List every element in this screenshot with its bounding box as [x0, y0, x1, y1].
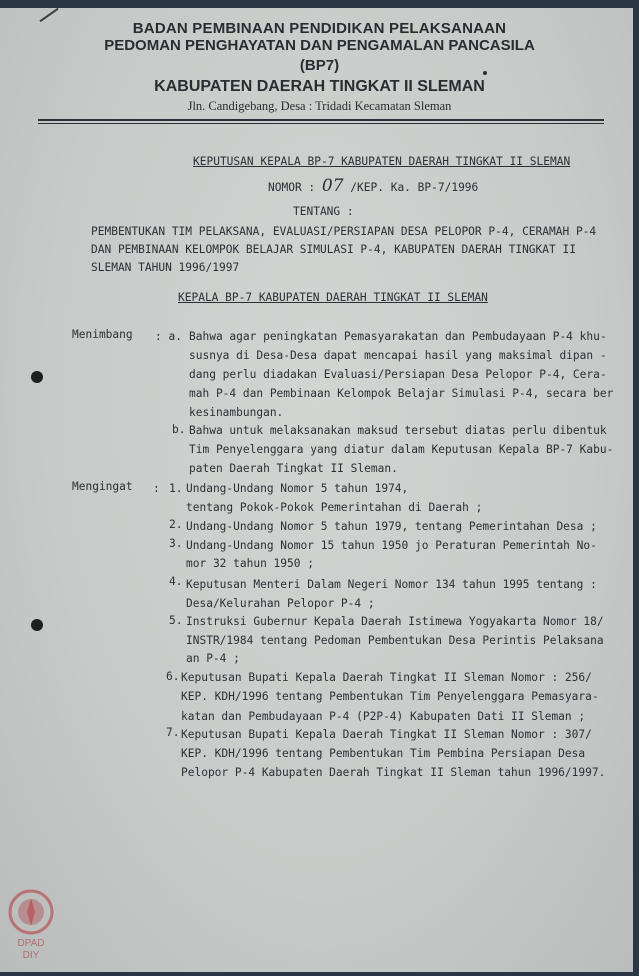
menimbang-a-line: dang perlu diadakan Evaluasi/Persiapan Desa Pelopor P-4, Cera-	[189, 368, 607, 381]
menimbang-a-line: susnya di Desa-Desa dapat mencapai hasil yang maksimal dipan -	[189, 349, 607, 362]
mengingat-line: INSTR/1984 tentang Pedoman Pembentukan Desa Perintis Pelaksana	[186, 634, 604, 647]
subject-line: DAN PEMBINAAN KELOMPOK BELAJAR SIMULASI P-4, KABUPATEN DAERAH TINGKAT II	[91, 243, 576, 256]
seal-text-line-2: DIY	[22, 950, 40, 961]
mengingat-number: 7.	[166, 726, 180, 739]
decree-number-handwritten: 07	[321, 176, 344, 196]
mengingat-line: an P-4 ;	[186, 652, 240, 665]
issuer-title: KEPALA BP-7 KABUPATEN DAERAH TINGKAT II SLEMAN	[178, 291, 488, 304]
mengingat-line: Pelopor P-4 Kabupaten Daerah Tingkat II Sleman tahun 1996/1997.	[181, 766, 606, 779]
menimbang-b-line: Tim Penyelenggara yang diatur dalam Keputusan Kepala BP-7 Kabu-	[189, 443, 614, 456]
letterhead-line-4: KABUPATEN DAERAH TINGKAT II SLEMAN	[154, 78, 485, 95]
mengingat-line: Undang-Undang Nomor 5 tahun 1974,	[186, 482, 409, 495]
mengingat-line: KEP. KDH/1996 tentang Pembentukan Tim Pembina Persiapan Desa	[181, 747, 586, 760]
menimbang-b-line: paten Daerah Tingkat II Sleman.	[189, 462, 398, 475]
decree-number	[268, 176, 478, 196]
mengingat-label: Mengingat	[72, 480, 133, 493]
seal-text-line-1: DPAD	[17, 938, 45, 949]
dpad-diy-seal-logo	[6, 884, 56, 970]
mengingat-number: 5.	[169, 614, 183, 627]
punch-hole	[31, 371, 43, 383]
letterhead-rule-thick	[38, 119, 604, 121]
scan-border-right	[633, 0, 639, 976]
mengingat-number: 6.	[166, 670, 180, 683]
mengingat-line: Keputusan Bupati Kepala Daerah Tingkat II Sleman Nomor : 307/	[181, 728, 592, 741]
subject-line: SLEMAN TAHUN 1996/1997	[91, 261, 240, 274]
letterhead-rule-thin	[38, 123, 604, 124]
decree-title: KEPUTUSAN KEPALA BP-7 KABUPATEN DAERAH TINGKAT II SLEMAN	[193, 155, 571, 168]
mengingat-number: 4.	[169, 575, 183, 588]
menimbang-marker-a: : a.	[155, 330, 182, 343]
mengingat-line: Undang-Undang Nomor 5 tahun 1979, tentang Pemerintahan Desa ;	[186, 520, 597, 533]
letterhead-address: Jln. Candigebang, Desa : Tridadi Kecamatan Sleman	[187, 99, 452, 113]
scan-border-bottom	[0, 972, 639, 976]
menimbang-a-line: Bahwa agar peningkatan Pemasyarakatan dan Pembudayaan P-4 khu-	[189, 330, 607, 343]
mengingat-line: Desa/Kelurahan Pelopor P-4 ;	[186, 597, 375, 610]
mengingat-line: katan dan Pembudayaan P-4 (P2P-4) Kabupaten Dati II Sleman ;	[181, 710, 586, 723]
letterhead-line-1: BADAN PEMBINAAN PENDIDIKAN PELAKSANAAN	[132, 20, 507, 37]
mengingat-line: Undang-Undang Nomor 15 tahun 1950 jo Peraturan Pemerintah No-	[186, 539, 597, 552]
subject-line: PEMBENTUKAN TIM PELAKSANA, EVALUASI/PERSIAPAN DESA PELOPOR P-4, CERAMAH P-4	[91, 225, 597, 238]
mengingat-number: 3.	[169, 537, 183, 550]
mengingat-line: KEP. KDH/1996 tentang Pembentukan Tim Penyelenggara Pemasyara-	[181, 690, 599, 703]
decree-number-suffix: /KEP. Ka. BP-7/1996	[350, 181, 479, 194]
punch-hole	[31, 619, 43, 631]
menimbang-b-line: Bahwa untuk melaksanakan maksud tersebut diatas perlu dibentuk	[189, 424, 607, 437]
mengingat-line: Keputusan Bupati Kepala Daerah Tingkat II Sleman Nomor : 256/	[181, 671, 592, 684]
menimbang-marker-b: b.	[172, 423, 186, 436]
mengingat-line: Instruksi Gubernur Kepala Daerah Istimewa Yogyakarta Nomor 18/	[186, 615, 604, 628]
menimbang-label: Menimbang	[72, 328, 133, 341]
scan-border-top	[0, 0, 639, 8]
mengingat-line: mor 32 tahun 1950 ;	[186, 557, 314, 570]
menimbang-a-line: kesinambungan.	[189, 406, 284, 419]
mengingat-number: 1.	[169, 482, 183, 495]
mengingat-line: Keputusan Menteri Dalam Negeri Nomor 134 tahun 1995 tentang :	[186, 578, 597, 591]
decree-number-prefix: NOMOR :	[268, 181, 316, 194]
mengingat-line: tentang Pokok-Pokok Pemerintahan di Daerah ;	[186, 501, 483, 514]
menimbang-a-line: mah P-4 dan Pembinaan Kelompok Belajar Simulasi P-4, secara ber	[189, 387, 614, 400]
about-label: TENTANG :	[293, 205, 354, 218]
letterhead-line-2: PEDOMAN PENGHAYATAN DAN PENGAMALAN PANCASILA	[104, 37, 535, 54]
mengingat-number: 2.	[169, 518, 183, 531]
letterhead-line-3: (BP7)	[299, 57, 340, 74]
mengingat-colon: :	[153, 482, 160, 495]
